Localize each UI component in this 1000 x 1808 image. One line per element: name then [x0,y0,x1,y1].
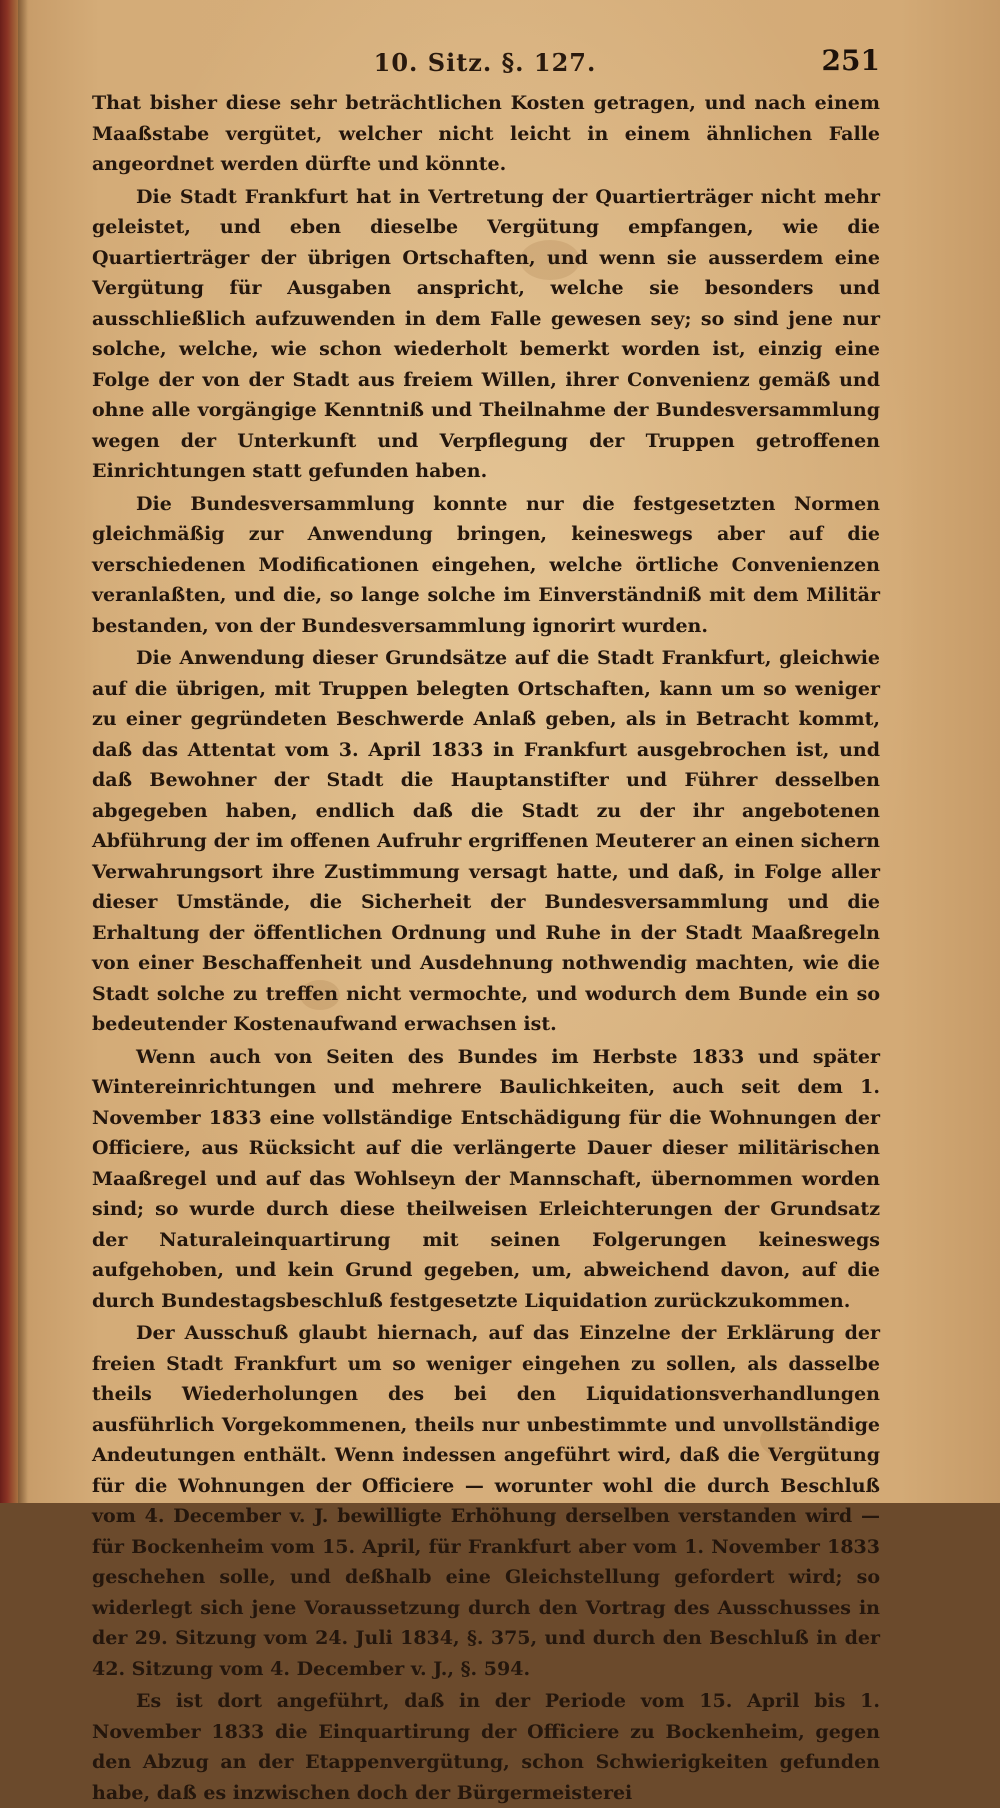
page-number: 251 [821,44,880,77]
running-head: 10. Sitz. §. 127. [373,48,597,77]
paragraph: Es ist dort angeführt, daß in der Periode vom 15. April bis 1. November 1833 die Einquartirung der Officiere zu Bockenheim, gegen den Abzug an der Etappenvergütung, schon Schwierigkeiten gefunden habe, daß es inzwischen doch der Bürgermeisterei [92,1690,880,1804]
paragraph: Die Anwendung dieser Grundsätze auf die Stadt Frankfurt, gleichwie auf die übrigen, mit Truppen belegten Ortschaften, kann um so weniger zu einer gegründeten Beschwerde Anlaß geben, als in Betracht kommt, daß das Attentat vom 3. April 1833 in Frankfurt ausgebrochen ist, und daß Bewohner der Stadt die Hauptanstifter und Führer desselben abgegeben haben, endlich daß die Stadt zu der ihr angebotenen Abführung der im offenen Aufruhr ergriffenen Meuterer an einen sichern Verwahrungsort ihre Zustimmung versagt hatte, und daß, in Folge aller dieser Umstände, die Sicherheit der Bundesversammlung und die Erhaltung der öffentlichen Ordnung und Ruhe in der Stadt Maaßregeln von einer Beschaffenheit und Ausdehnung nothwendig machten, wie die Stadt solche zu treffen nicht vermochte, und wodurch dem Bunde ein so bedeutender Kostenaufwand erwachsen ist. [92,647,880,1035]
body-text [92,88,880,1808]
paragraph: Die Stadt Frankfurt hat in Vertretung der Quartierträger nicht mehr geleistet, und eben dieselbe Vergütung empfangen, wie die Quartierträger der übrigen Ortschaften, und wenn sie ausserdem eine Vergütung für Ausgaben anspricht, welche sie besonders und ausschließlich aufzuwenden in dem Falle gewesen sey; so sind jene nur solche, welche, wie schon wiederholt bemerkt worden ist, einzig eine Folge der von der Stadt aus freiem Willen, ihrer Convenienz gemäß und ohne alle vorgängige Kenntniß und Theilnahme der Bundesversammlung wegen der Unterkunft und Verpflegung der Truppen getroffenen Einrichtungen statt gefunden haben. [92,185,880,482]
paragraph: Wenn auch von Seiten des Bundes im Herbste 1833 und später Wintereinrichtungen und mehrere Baulichkeiten, auch seit dem 1. November 1833 eine vollständige Entschädigung für die Wohnungen der Officiere, aus Rücksicht auf die verlängerte Dauer dieser militärischen Maaßregel und auf das Wohlseyn der Mannschaft, übernommen worden sind; so wurde durch diese theilweisen Erleichterungen der Grundsatz der Naturaleinquartirung mit seinen Folgerungen keineswegs aufgehoben, und kein Grund gegeben, um, abweichend davon, auf die durch Bundestagsbeschluß festgesetzte Liquidation zurückzukommen. [92,1045,880,1312]
book-spine [0,0,18,1503]
page-header [90,44,880,84]
paragraph: Die Bundesversammlung konnte nur die festgesetzten Normen gleichmäßig zur Anwendung bringen, keineswegs aber auf die verschiedenen Modificationen eingehen, welche örtliche Convenienzen veranlaßten, und die, so lange solche im Einverständniß mit dem Militär bestanden, von der Bundesversammlung ignorirt wurden. [92,492,880,637]
page-gutter-shadow [18,0,28,1503]
paragraph: That bisher diese sehr beträchtlichen Kosten getragen, und nach einem Maaßstabe vergütet, welcher nicht leicht in einem ähnlichen Falle angeordnet werden dürfte und könnte. [92,92,880,175]
paragraph: Der Ausschuß glaubt hiernach, auf das Einzelne der Erklärung der freien Stadt Frankfurt um so weniger eingehen zu sollen, als dasselbe theils Wiederholungen des bei den Liquidationsverhandlungen ausführlich Vorgekommenen, theils nur unbestimmte und unvollständige Andeutungen enthält. Wenn indessen angeführt wird, daß die Vergütung für die Wohnungen der Officiere — worunter wohl die durch Beschluß vom 4. December v. J. bewilligte Erhöhung derselben verstanden wird — für Bockenheim vom 15. April, für Frankfurt aber vom 1. November 1833 geschehen solle, und deßhalb eine Gleichstellung gefordert wird; so widerlegt sich jene Voraussetzung durch den Vortrag des Ausschusses in der 29. Sitzung vom 24. Juli 1834, §. 375, und durch den Beschluß in der 42. Sitzung vom 4. December v. J., §. 594. [92,1322,880,1680]
